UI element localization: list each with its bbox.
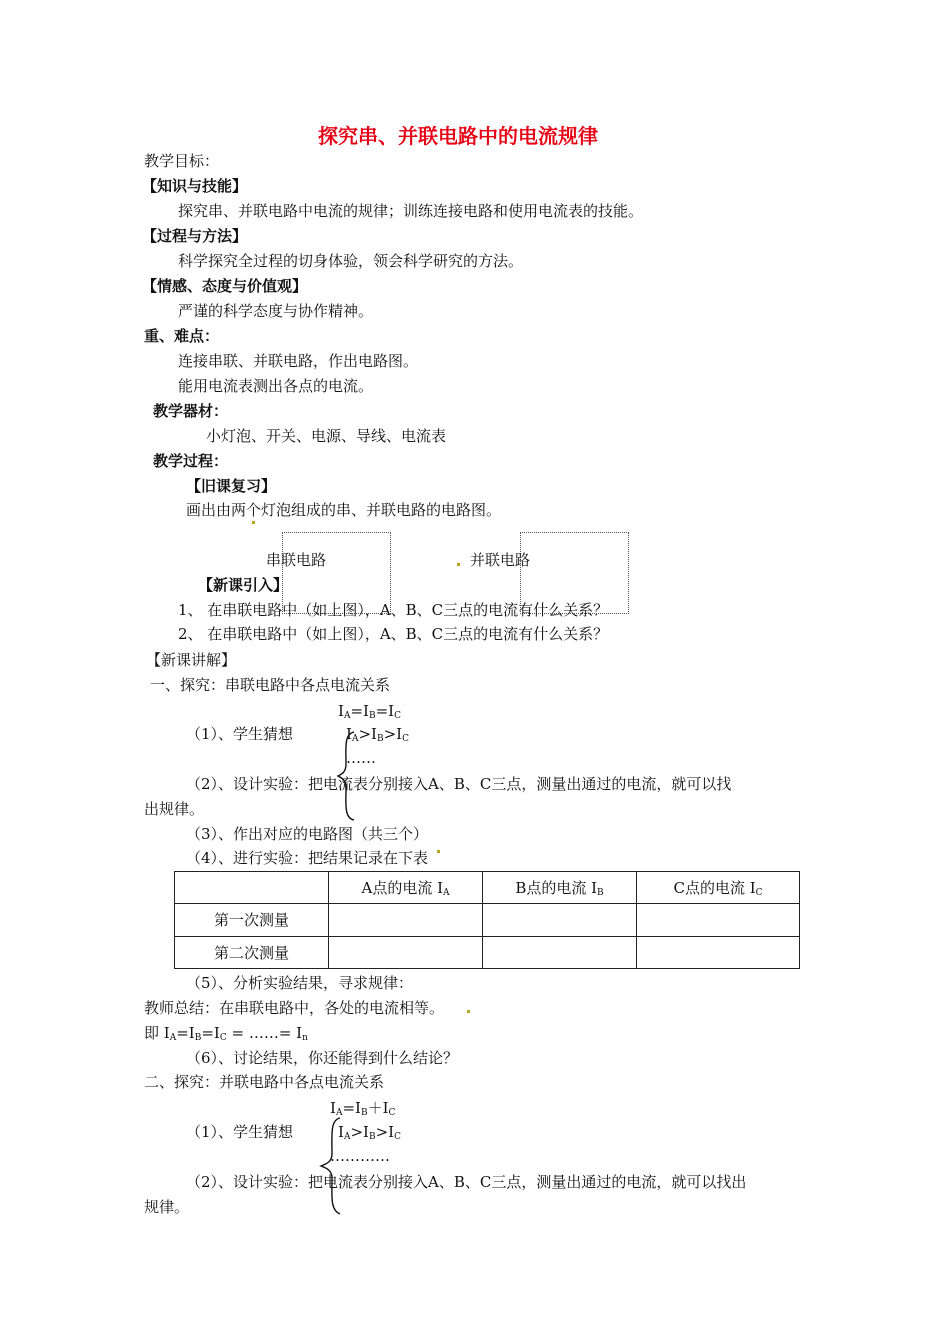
- objectives-label: 教学目标：: [144, 152, 220, 170]
- emotion-heading: 【情感、态度与价值观】: [142, 277, 308, 295]
- table-cell[interactable]: [483, 904, 637, 936]
- p1-guess-2: $I_A>I_B>I_C$: [346, 725, 409, 744]
- materials-text: 小灯泡、开关、电源、导线、电流表: [206, 427, 447, 445]
- p1-design-line-1: （2）、设计实验：把电流表分别接入A、B、C三点，测量出通过的电流，就可以找: [186, 775, 732, 793]
- table-row: [175, 936, 800, 968]
- emotion-text: 严谨的科学态度与协作精神。: [178, 302, 374, 320]
- key-line-1: 连接串联、并联电路，作出电路图。: [178, 352, 419, 370]
- review-text: 画出由两个灯泡组成的串、并联电路的电路图。: [186, 501, 502, 519]
- p2-design-line-2: 规律。: [144, 1198, 190, 1216]
- part1-title: 一、探究：串联电路中各点电流关系: [150, 676, 391, 694]
- p1-guess-1: $I_A=I_B=I_C$: [338, 702, 401, 721]
- p1-guess-3: ……: [346, 749, 376, 767]
- table-row-label: 第一次测量: [175, 904, 329, 936]
- results-table: [174, 871, 800, 969]
- table-header-cell: B点的电流 $I_B$: [483, 872, 637, 904]
- knowledge-text: 探究串、并联电路中电流的规律；训练连接电路和使用电流表的技能。: [178, 202, 644, 220]
- parallel-label: 并联电路: [470, 551, 531, 569]
- table-cell[interactable]: [329, 904, 483, 936]
- p2-guess-1: $I_A=I_B+I_C$: [330, 1099, 396, 1118]
- table-cell[interactable]: [637, 936, 800, 968]
- p1-guess-label: （1）、学生猜想: [186, 725, 294, 743]
- intro-question-1: 1、 在串联电路中（如上图），A、B、C三点的电流有什么关系？: [178, 601, 609, 619]
- lecture-heading: 【新课讲解】: [146, 651, 237, 669]
- table-cell[interactable]: [329, 936, 483, 968]
- p2-guess-3: …………: [330, 1147, 390, 1165]
- table-cell[interactable]: [637, 904, 800, 936]
- intro-heading: 【新课引入】: [198, 576, 289, 594]
- ink-dot: [252, 521, 255, 524]
- p1-design-line-2: 出规律。: [144, 800, 205, 818]
- table-header-cell: C点的电流 $I_C$: [637, 872, 800, 904]
- part2-title: 二、探究：并联电路中各点电流关系: [144, 1073, 385, 1091]
- process-heading: 【过程与方法】: [142, 227, 248, 245]
- p1-step-6: （6）、讨论结果，你还能得到什么结论？: [186, 1049, 459, 1067]
- p1-step-4: （4）、进行实验：把结果记录在下表: [186, 849, 429, 867]
- ink-dot: [467, 1010, 470, 1013]
- table-header-cell: A点的电流 $I_A$: [329, 872, 483, 904]
- knowledge-heading: 【知识与技能】: [142, 177, 248, 195]
- p1-step-3: （3）、作出对应的电路图（共三个）: [186, 825, 429, 843]
- p2-brace-icon: [318, 1116, 344, 1216]
- p2-guess-label: （1）、学生猜想: [186, 1123, 294, 1141]
- p2-design-line-1: （2）、设计实验：把电流表分别接入A、B、C三点，测量出通过的电流，就可以找出: [186, 1173, 747, 1191]
- review-heading: 【旧课复习】: [186, 477, 277, 495]
- table-row: [175, 904, 800, 936]
- table-cell[interactable]: [483, 936, 637, 968]
- process-text: 科学探究全过程的切身体验，领会科学研究的方法。: [178, 252, 524, 270]
- intro-question-2: 2、 在串联电路中（如上图），A、B、C三点的电流有什么关系？: [178, 625, 609, 643]
- ink-dot: [457, 563, 460, 566]
- procedure-heading: 教学过程：: [153, 452, 229, 470]
- table-header-cell: [175, 872, 329, 904]
- teacher-summary: 教师总结：在串联电路中，各处的电流相等。: [144, 999, 445, 1017]
- table-row-label: 第二次测量: [175, 936, 329, 968]
- series-label: 串联电路: [266, 551, 327, 569]
- materials-heading: 教学器材：: [153, 402, 229, 420]
- p1-step-5: （5）、分析实验结果，寻求规律：: [186, 974, 414, 992]
- ink-dot: [437, 850, 440, 853]
- table-header-row: [175, 872, 800, 904]
- page-title: 探究串、并联电路中的电流规律: [318, 124, 598, 148]
- key-line-2: 能用电流表测出各点的电流。: [178, 377, 374, 395]
- formula: 即 $I_A=I_B=I_C$ = ……= $I_n$: [144, 1024, 308, 1043]
- p2-guess-2: $I_A>I_B>I_C$: [338, 1123, 401, 1142]
- key-heading: 重、难点：: [144, 327, 220, 345]
